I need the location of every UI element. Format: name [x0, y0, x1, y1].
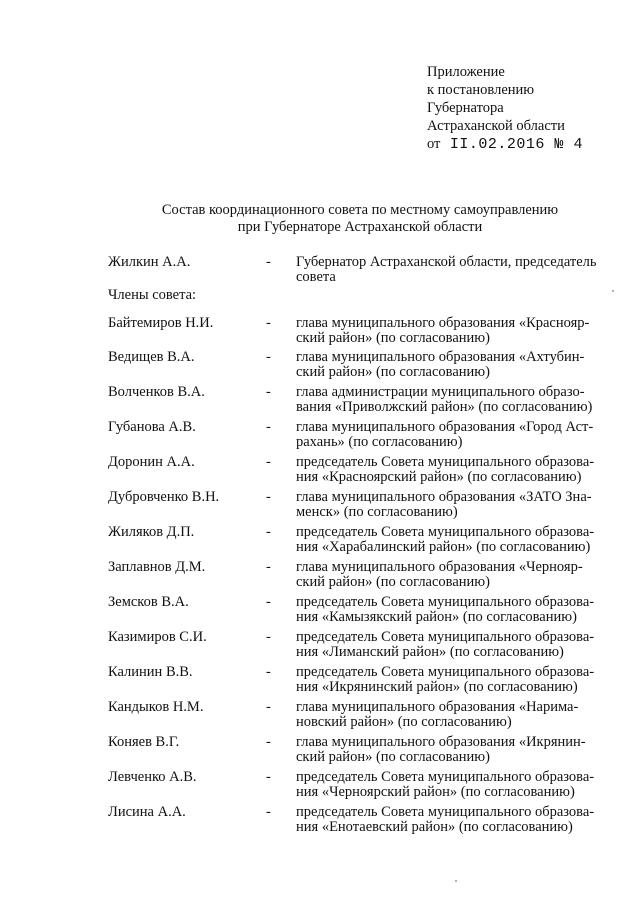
appendix-date-prefix: от: [427, 136, 441, 152]
member-role-line: менск» (по согласованию): [296, 504, 458, 520]
member-dash: -: [266, 349, 271, 365]
member-role-line: председатель Совета муниципального образова-: [296, 594, 595, 610]
member-role-line: ский район» (по согласованию): [296, 749, 490, 765]
member-role: [296, 525, 613, 555]
member-role-line: вания «Приволжский район» (по согласованию): [296, 399, 593, 415]
member-name: Байтемиров Н.И.: [108, 315, 214, 331]
member-name: Левченко А.В.: [108, 769, 197, 785]
member-name: Доронин А.А.: [108, 454, 195, 470]
members-label: Члены совета:: [108, 287, 197, 303]
member-role-line: глава муниципального образования «Нарима-: [296, 699, 579, 715]
member-role-line: ский район» (по согласованию): [296, 330, 490, 346]
chairman-role-line-1: Губернатор Астраханской области, председатель: [296, 254, 597, 270]
member-role: [296, 385, 613, 415]
appendix-line-region: Астраханской области: [427, 118, 565, 134]
member-name: Волченков В.А.: [108, 384, 205, 400]
member-dash: -: [266, 454, 271, 470]
document-title: [100, 202, 620, 236]
member-dash: -: [266, 594, 271, 610]
appendix-line-resolution: к постановлению: [427, 82, 535, 98]
chairman-name: Жилкин А.А.: [108, 254, 191, 270]
member-role: [296, 560, 613, 590]
document-title-line-1: Состав координационного совета по местному самоуправлению: [161, 202, 559, 218]
member-dash: -: [266, 629, 271, 645]
member-name: Жиляков Д.П.: [108, 524, 195, 540]
member-name: Калинин В.В.: [108, 664, 193, 680]
member-role-line: председатель Совета муниципального образова-: [296, 664, 595, 680]
member-role: [296, 665, 613, 695]
scan-speck: [612, 290, 614, 292]
member-role-line: глава муниципального образования «Чернояр-: [296, 559, 583, 575]
member-dash: -: [266, 524, 271, 540]
member-role-line: глава муниципального образования «ЗАТО Зна-: [296, 489, 592, 505]
member-dash: -: [266, 769, 271, 785]
member-role-line: ния «Харабалинский район» (по согласованию): [296, 539, 591, 555]
member-name: Коняев В.Г.: [108, 734, 180, 750]
member-role: [296, 350, 613, 380]
member-role: [296, 595, 613, 625]
member-role-line: председатель Совета муниципального образова-: [296, 524, 595, 540]
appendix-line-governor: Губернатора: [427, 100, 504, 116]
member-role: [296, 630, 613, 660]
member-role-line: ский район» (по согласованию): [296, 364, 490, 380]
member-role-line: ния «Енотаевский район» (по согласованию): [296, 819, 573, 835]
member-role: [296, 420, 613, 450]
member-dash: -: [266, 664, 271, 680]
member-dash: -: [266, 734, 271, 750]
member-role-line: председатель Совета муниципального образова-: [296, 629, 595, 645]
member-role-line: глава муниципального образования «Икрянин-: [296, 734, 586, 750]
member-role: [296, 735, 613, 765]
member-role: [296, 490, 613, 520]
member-role-line: глава администрации муниципального образо-: [296, 384, 585, 400]
member-role: [296, 455, 613, 485]
member-role-line: ский район» (по согласованию): [296, 574, 490, 590]
member-role-line: новский район» (по согласованию): [296, 714, 512, 730]
member-role-line: ния «Лиманский район» (по согласованию): [296, 644, 564, 660]
appendix-date-value: II.02.2016 № 4: [449, 136, 583, 153]
member-role-line: ния «Черноярский район» (по согласованию): [296, 784, 575, 800]
member-name: Заплавнов Д.М.: [108, 559, 206, 575]
member-role: [296, 700, 613, 730]
member-role-line: глава муниципального образования «Город Аст-: [296, 419, 594, 435]
appendix-date-line: [427, 135, 632, 154]
member-dash: -: [266, 419, 271, 435]
chairman-role-line-2: совета: [296, 269, 336, 285]
member-dash: -: [266, 804, 271, 820]
member-role: [296, 770, 613, 800]
member-dash: -: [266, 559, 271, 575]
appendix-block: [427, 63, 632, 154]
member-role-line: рахань» (по согласованию): [296, 434, 463, 450]
member-dash: -: [266, 384, 271, 400]
member-name: Кандыков Н.М.: [108, 699, 204, 715]
member-role-line: глава муниципального образования «Краснояр-: [296, 315, 590, 331]
member-name: Ведищев В.А.: [108, 349, 195, 365]
member-dash: -: [266, 489, 271, 505]
member-role: [296, 805, 613, 835]
document-title-line-2: при Губернаторе Астраханской области: [237, 219, 483, 235]
member-dash: -: [266, 315, 271, 331]
member-role-line: председатель Совета муниципального образова-: [296, 804, 595, 820]
appendix-title: Приложение: [427, 64, 505, 80]
member-role-line: ния «Красноярский район» (по согласованию): [296, 469, 582, 485]
member-role-line: ния «Камызякский район» (по согласованию): [296, 609, 577, 625]
chairman-dash: -: [266, 254, 271, 270]
member-name: Дубровченко В.Н.: [108, 489, 220, 505]
member-name: Казимиров С.И.: [108, 629, 207, 645]
scan-speck: [455, 880, 457, 882]
chairman-role: [296, 255, 613, 285]
member-role: [296, 316, 613, 346]
member-name: Губанова А.В.: [108, 419, 196, 435]
member-name: Лисина А.А.: [108, 804, 186, 820]
member-role-line: председатель Совета муниципального образова-: [296, 454, 595, 470]
member-dash: -: [266, 699, 271, 715]
member-role-line: председатель Совета муниципального образова-: [296, 769, 595, 785]
member-role-line: глава муниципального образования «Ахтубин-: [296, 349, 585, 365]
member-role-line: ния «Икрянинский район» (по согласованию): [296, 679, 578, 695]
member-name: Земсков В.А.: [108, 594, 189, 610]
